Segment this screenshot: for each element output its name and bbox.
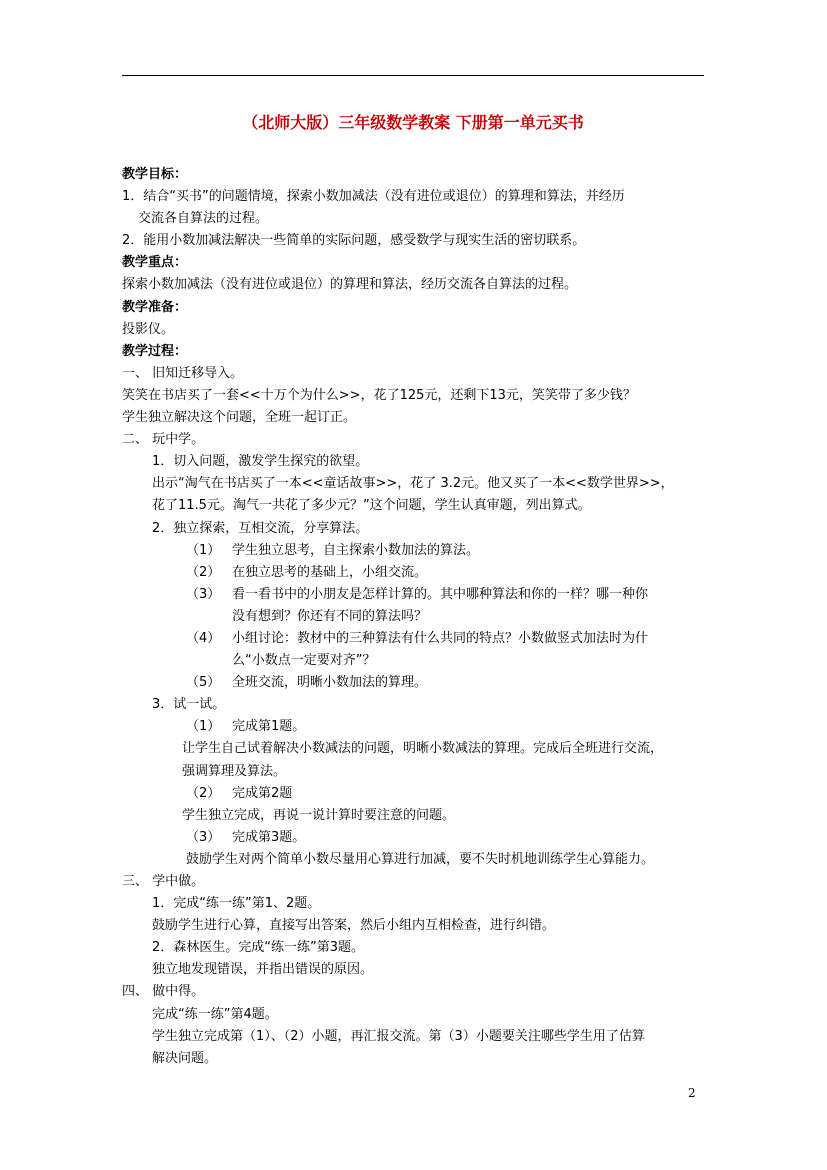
item-number: （2） <box>186 564 221 580</box>
part2-step3-line: 强调算理及算法。 <box>182 763 287 779</box>
part2-step3-line: 让学生自己试着解决小数减法的问题，明晰小数减法的算理。完成后全班进行交流， <box>182 741 664 757</box>
list-item <box>122 540 712 562</box>
goal-2: 2．能用小数加减法解决一些简单的实际问题，感受数学与现实生活的密切联系。 <box>122 233 586 249</box>
item-number: （1） <box>186 542 221 558</box>
page-number: 2 <box>688 1086 696 1100</box>
part1-heading: 一、 旧知迁移导入。 <box>122 365 244 381</box>
item-text: 学生独立思考，自主探索小数加法的算法。 <box>232 542 480 558</box>
item-number: （2） <box>186 785 221 801</box>
list-item-continued: 没有想到？你还有不同的算法吗？ <box>232 608 428 624</box>
part4-heading: 四、 做中得。 <box>122 984 205 1000</box>
key-text: 探索小数加减法（没有进位或退位）的算理和算法，经历交流各自算法的过程。 <box>122 277 578 293</box>
part4-line: 完成“练一练”第4题。 <box>152 1006 278 1022</box>
item-text: 小组讨论：教材中的三种算法有什么共同的特点？小数做竖式加法时为什 <box>232 630 649 646</box>
item-text: 看一看书中的小朋友是怎样计算的。其中哪种算法和你的一样？哪一种你 <box>232 586 649 602</box>
document-title: （北师大版）三年级数学教案 下册第一单元买书 <box>242 113 584 132</box>
part3-heading: 三、 学中做。 <box>122 874 205 889</box>
part1-line: 笑笑在书店买了一套<<十万个为什么>>，花了125元，还剩下13元，笑笑带了多少钱？ <box>122 387 636 403</box>
part2-step3-line: 学生独立完成，再说一说计算时要注意的问题。 <box>182 807 456 823</box>
part3-line: 独立地发现错误，并指出错误的原因。 <box>152 962 374 978</box>
process-heading: 教学过程： <box>122 343 188 359</box>
part2-step3-line: 鼓励学生对两个简单小数尽量用心算进行加减，要不失时机地训练学生心算能力。 <box>186 851 655 867</box>
list-item <box>122 672 712 694</box>
list-item <box>122 628 712 650</box>
item-number: （1） <box>186 719 221 735</box>
part2-step3: 3．试一试。 <box>152 697 226 713</box>
part3-line: 鼓励学生进行心算，直接写出答案，然后小组内互相检查，进行纠错。 <box>152 918 556 934</box>
part4-line: 解决问题。 <box>152 1050 218 1066</box>
goal-1-continued: 交流各自算法的过程。 <box>138 211 269 227</box>
part2-step1-line: 出示“淘气在书店买了一本<<童话故事>>，花了 3.2元。他又买了一本<<数学世界>>， <box>152 476 674 492</box>
part2-step1-line: 花了11.5元。淘气一共花了多少元？”这个问题，学生认真审题，列出算式。 <box>152 498 591 514</box>
prep-text: 投影仪。 <box>122 321 175 337</box>
list-item <box>122 584 712 606</box>
item-number: （5） <box>186 675 221 691</box>
goal-1: 1．结合“买书”的问题情境，探索小数加减法（没有进位或退位）的算理和算法，并经历 <box>122 189 625 205</box>
header-rule <box>122 75 704 76</box>
item-text: 完成第2题 <box>232 785 293 801</box>
item-text: 在独立思考的基础上，小组交流。 <box>232 564 428 580</box>
item-text: 完成第3题。 <box>232 829 306 845</box>
goal-heading: 教学目标： <box>122 167 188 182</box>
list-item <box>122 783 712 805</box>
item-number: （3） <box>186 586 221 602</box>
part2-heading: 二、 玩中学。 <box>122 432 205 448</box>
part2-step1: 1．切入问题，激发学生探究的欲望。 <box>152 454 369 470</box>
item-number: （4） <box>186 630 221 646</box>
list-item <box>122 827 712 849</box>
part3-line: 2．森林医生。完成“练一练”第3题。 <box>152 940 365 956</box>
part1-line: 学生独立解决这个问题，全班一起订正。 <box>122 410 357 426</box>
list-item-continued: 么“小数点一定要对齐”？ <box>232 653 376 669</box>
key-heading: 教学重点： <box>122 255 188 271</box>
prep-heading: 教学准备： <box>122 299 188 315</box>
document-body <box>122 164 712 1070</box>
part2-step2: 2．独立探索，互相交流，分享算法。 <box>152 520 369 536</box>
item-number: （3） <box>186 829 221 845</box>
part4-line: 学生独立完成第（1）、（2）小题，再汇报交流。第（3）小题要关注哪些学生用了估算 <box>152 1028 645 1044</box>
part3-line: 1．完成“练一练”第1、2题。 <box>152 896 321 912</box>
item-text: 全班交流，明晰小数加法的算理。 <box>232 675 428 691</box>
list-item <box>122 562 712 584</box>
list-item <box>122 716 712 738</box>
item-text: 完成第1题。 <box>232 719 306 735</box>
